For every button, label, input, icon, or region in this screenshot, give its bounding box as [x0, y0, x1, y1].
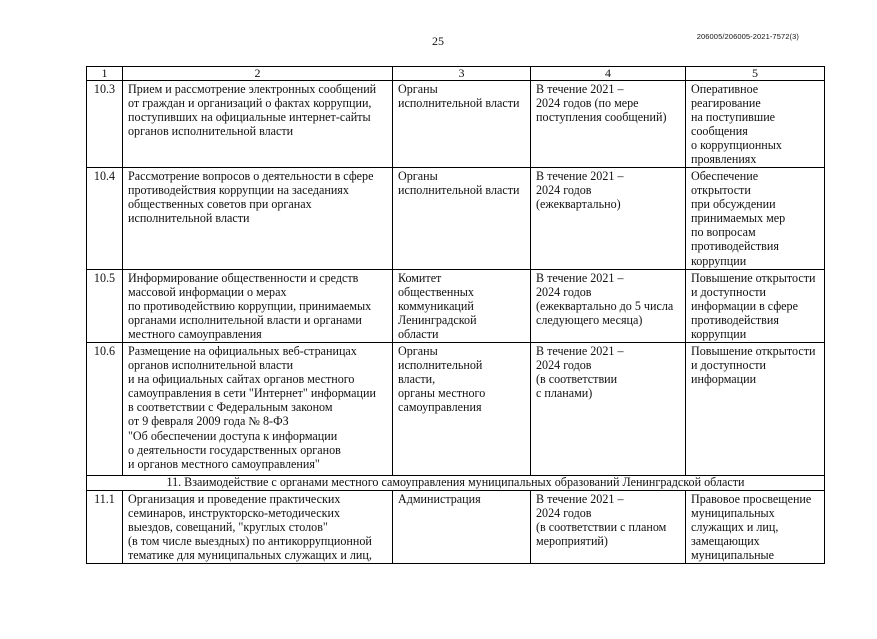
cell-line: и доступности	[691, 285, 766, 300]
cell-line: 2024 годов (по мере	[536, 96, 639, 111]
deadline	[531, 491, 686, 564]
cell-line: и на официальных сайтах органов местного	[128, 372, 355, 387]
cell-line: муниципальных	[691, 506, 775, 521]
cell-line: муниципальные	[691, 548, 775, 563]
cell-line: 2024 годов	[536, 358, 592, 373]
cell-line: (в том числе выездных) по антикоррупционной	[128, 534, 372, 549]
cell-line: служащих и лиц,	[691, 520, 779, 535]
cell-line: Оперативное	[691, 82, 759, 96]
cell-line: Повышение открытости	[691, 271, 816, 285]
cell-line: по вопросам	[691, 225, 756, 240]
deadline	[531, 270, 686, 343]
measure-description	[123, 491, 393, 564]
row-number: 10.4	[87, 168, 123, 270]
responsible-party	[393, 270, 531, 343]
measure-description	[123, 168, 393, 270]
cell-line: области	[398, 327, 439, 342]
cell-line: тематике для муниципальных служащих и лиц,	[128, 548, 372, 563]
cell-line: и органов местного самоуправления"	[128, 456, 320, 471]
cell-line: с планами)	[536, 386, 593, 401]
cell-line: 2024 годов	[536, 183, 592, 198]
cell-line: противодействия коррупции на заседаниях	[128, 183, 349, 198]
measure-description	[123, 343, 393, 476]
cell-line: исполнительной	[398, 358, 483, 373]
cell-line: Обеспечение	[691, 169, 759, 183]
cell-line: Органы	[398, 344, 438, 358]
cell-line: самоуправления в сети "Интернет" информации	[128, 386, 376, 401]
expected-result	[686, 270, 825, 343]
cell-line: Повышение открытости	[691, 344, 816, 358]
deadline	[531, 343, 686, 476]
cell-line: "Об обеспечении доступа к информации	[128, 428, 338, 443]
cell-line: открытости	[691, 183, 751, 198]
cell-line: местного самоуправления	[128, 327, 262, 342]
cell-line: проявлениях	[691, 152, 757, 167]
cell-line: сообщения	[691, 124, 748, 139]
cell-line: от 9 февраля 2009 года № 8-ФЗ	[128, 414, 289, 429]
cell-line: власти,	[398, 372, 436, 387]
cell-line: В течение 2021 –	[536, 169, 624, 183]
cell-line: замещающих	[691, 534, 760, 549]
cell-line: (ежеквартально до 5 числа	[536, 299, 674, 314]
cell-line: Органы	[398, 169, 438, 183]
column-header: 1	[87, 67, 123, 81]
cell-line: противодействия	[691, 313, 779, 328]
cell-line: органов исполнительной власти	[128, 358, 294, 373]
cell-line: информации в сфере	[691, 299, 798, 314]
column-header: 2	[123, 67, 393, 81]
expected-result	[686, 343, 825, 476]
cell-line: о деятельности государственных органов	[128, 442, 341, 457]
cell-line: 2024 годов	[536, 285, 592, 300]
section-title: 11. Взаимодействие с органами местного самоуправления муниципальных образований Ленинградской области	[87, 476, 825, 491]
deadline	[531, 81, 686, 168]
cell-line: самоуправления	[398, 400, 482, 415]
cell-line: Информирование общественности и средств	[128, 271, 359, 285]
cell-line: при обсуждении	[691, 197, 776, 212]
cell-line: общественных советов при органах	[128, 197, 312, 212]
cell-line: Рассмотрение вопросов о деятельности в сфере	[128, 169, 374, 183]
cell-line: по противодействию коррупции, принимаемых	[128, 299, 372, 314]
cell-line: принимаемых мер	[691, 211, 786, 226]
cell-line: в соответствии с Федеральным законом	[128, 400, 333, 415]
cell-line: коррупции	[691, 327, 747, 342]
cell-line: Прием и рассмотрение электронных сообщений	[128, 82, 377, 96]
table-row	[87, 491, 825, 564]
cell-line: поступивших на официальные интернет-сайты	[128, 110, 371, 125]
cell-line: (в соответствии с планом	[536, 520, 667, 535]
cell-line: исполнительной власти	[128, 211, 250, 226]
row-number: 10.3	[87, 81, 123, 168]
cell-line: общественных	[398, 285, 474, 300]
row-number: 11.1	[87, 491, 123, 564]
cell-line: 2024 годов	[536, 506, 592, 521]
column-header: 5	[686, 67, 825, 81]
responsible-party	[393, 491, 531, 564]
cell-line: Правовое просвещение	[691, 492, 812, 506]
expected-result	[686, 491, 825, 564]
row-number: 10.6	[87, 343, 123, 476]
cell-line: В течение 2021 –	[536, 492, 624, 506]
cell-line: Администрация	[398, 492, 481, 506]
cell-line: В течение 2021 –	[536, 344, 624, 358]
cell-line: реагирование	[691, 96, 761, 111]
cell-line: на поступившие	[691, 110, 776, 125]
measures-table	[86, 66, 825, 564]
page-number: 25	[432, 34, 444, 48]
cell-line: В течение 2021 –	[536, 82, 624, 96]
table-row	[87, 81, 825, 168]
cell-line: о коррупционных	[691, 138, 782, 153]
cell-line: Органы	[398, 82, 438, 96]
responsible-party	[393, 168, 531, 270]
cell-line: Комитет	[398, 271, 442, 285]
deadline	[531, 168, 686, 270]
table-header-row	[87, 67, 825, 81]
cell-line: от граждан и организаций о фактах коррупции,	[128, 96, 372, 111]
expected-result	[686, 81, 825, 168]
cell-line: органов исполнительной власти	[128, 124, 294, 139]
cell-line: (в соответствии	[536, 372, 618, 387]
section-row	[87, 476, 825, 491]
responsible-party	[393, 81, 531, 168]
cell-line: В течение 2021 –	[536, 271, 624, 285]
cell-line: Организация и проведение практических	[128, 492, 341, 506]
table-row	[87, 168, 825, 270]
cell-line: поступления сообщений)	[536, 110, 667, 125]
document-id: 206005/206005-2021-7572(3)	[696, 32, 799, 41]
cell-line: коммуникаций	[398, 299, 474, 314]
column-header: 3	[393, 67, 531, 81]
measure-description	[123, 81, 393, 168]
cell-line: органы местного	[398, 386, 486, 401]
cell-line: (ежеквартально)	[536, 197, 621, 212]
cell-line: следующего месяца)	[536, 313, 643, 328]
cell-line: коррупции	[691, 253, 747, 268]
expected-result	[686, 168, 825, 270]
responsible-party	[393, 343, 531, 476]
cell-line: и доступности	[691, 358, 766, 373]
table-row	[87, 270, 825, 343]
cell-line: исполнительной власти	[398, 96, 520, 111]
cell-line: противодействия	[691, 239, 779, 254]
cell-line: Ленинградской	[398, 313, 477, 328]
cell-line: массовой информации о мерах	[128, 285, 287, 300]
table-row	[87, 343, 825, 476]
row-number: 10.5	[87, 270, 123, 343]
cell-line: органами исполнительной власти и органами	[128, 313, 362, 328]
cell-line: семинаров, инструкторско-методических	[128, 506, 341, 521]
cell-line: исполнительной власти	[398, 183, 520, 198]
cell-line: выездов, совещаний, "круглых столов"	[128, 520, 328, 535]
cell-line: информации	[691, 372, 757, 387]
cell-line: мероприятий)	[536, 534, 608, 549]
cell-line: Размещение на официальных веб-страницах	[128, 344, 357, 358]
column-header: 4	[531, 67, 686, 81]
measure-description	[123, 270, 393, 343]
